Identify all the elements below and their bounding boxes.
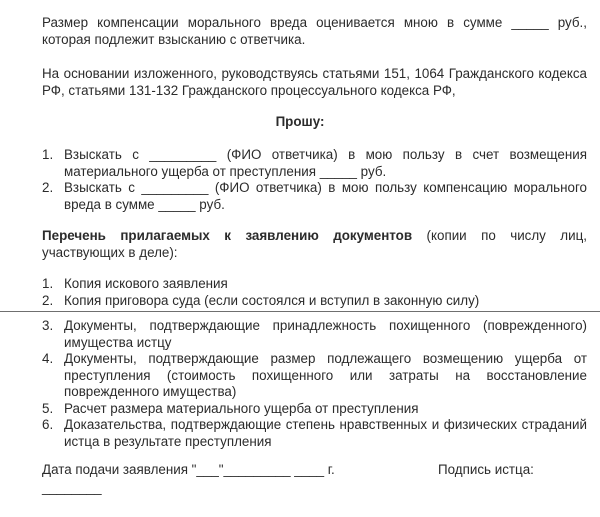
- request-heading: Прошу:: [275, 114, 325, 129]
- list-number: 5.: [42, 400, 54, 416]
- signature-label: Подпись истца:: [438, 462, 534, 477]
- list-number: 1.: [42, 276, 54, 291]
- list-number: 3.: [42, 318, 54, 333]
- list-item: [42, 293, 587, 310]
- signature-line: ________: [42, 480, 102, 495]
- list-number: 2.: [42, 292, 54, 308]
- list-item-text: Доказательства, подтверждающие степень нравственных и физических страданий истца в результате преступления: [64, 417, 587, 449]
- list-number: 2.: [42, 180, 54, 195]
- list-item: [42, 318, 587, 351]
- list-item: [42, 276, 587, 293]
- list-item-text: Копия искового заявления: [64, 276, 228, 291]
- list-item: [42, 147, 587, 180]
- list-item-text: Документы, подтверждающие размер подлежащего возмещению ущерба от преступления (стоимость похищенного или затраты на восстановление поврежденного имущества): [64, 351, 587, 399]
- list-number: 1.: [42, 147, 54, 162]
- documents-list-top: [42, 276, 587, 309]
- date-signature-row: [42, 462, 587, 479]
- list-item-text: Документы, подтверждающие принадлежность похищенного (поврежденного) имущества истцу: [64, 318, 587, 350]
- list-item: [42, 401, 587, 418]
- request-list: [42, 147, 587, 213]
- documents-title: [42, 228, 587, 261]
- list-number: 6.: [42, 417, 54, 432]
- list-item: [42, 417, 587, 450]
- section-divider: [0, 311, 600, 312]
- list-number: 4.: [42, 351, 54, 366]
- documents-list-bottom: [42, 318, 587, 450]
- list-item-text: Расчет размера материального ущерба от преступления: [64, 400, 419, 416]
- list-item-text: Взыскать с _________ (ФИО ответчика) в мою пользу компенсацию морального вреда в сумме _____ руб.: [64, 180, 587, 212]
- list-item: [42, 180, 587, 213]
- compensation-paragraph: Размер компенсации морального вреда оценивается мною в сумме _____ руб., которая подлежит взысканию с ответчика.: [42, 15, 587, 47]
- list-item-text: Взыскать с _________ (ФИО ответчика) в мою пользу в счет возмещения материального ущерба от преступления _____ руб.: [64, 147, 587, 179]
- documents-title-rest: (копии по числу лиц, участвующих в деле):: [42, 228, 587, 260]
- filing-date-label: Дата подачи заявления "___"_________ ____ г.: [42, 462, 335, 477]
- list-item-text: Копия приговора суда (если состоялся и вступил в законную силу): [64, 292, 480, 308]
- list-item: [42, 351, 587, 401]
- legal-basis-paragraph: На основании изложенного, руководствуясь статьями 151, 1064 Гражданского кодекса РФ, статьями 131-132 Гражданского процессуального кодекса РФ,: [42, 66, 587, 98]
- documents-title-bold: Перечень прилагаемых к заявлению документов: [42, 228, 413, 243]
